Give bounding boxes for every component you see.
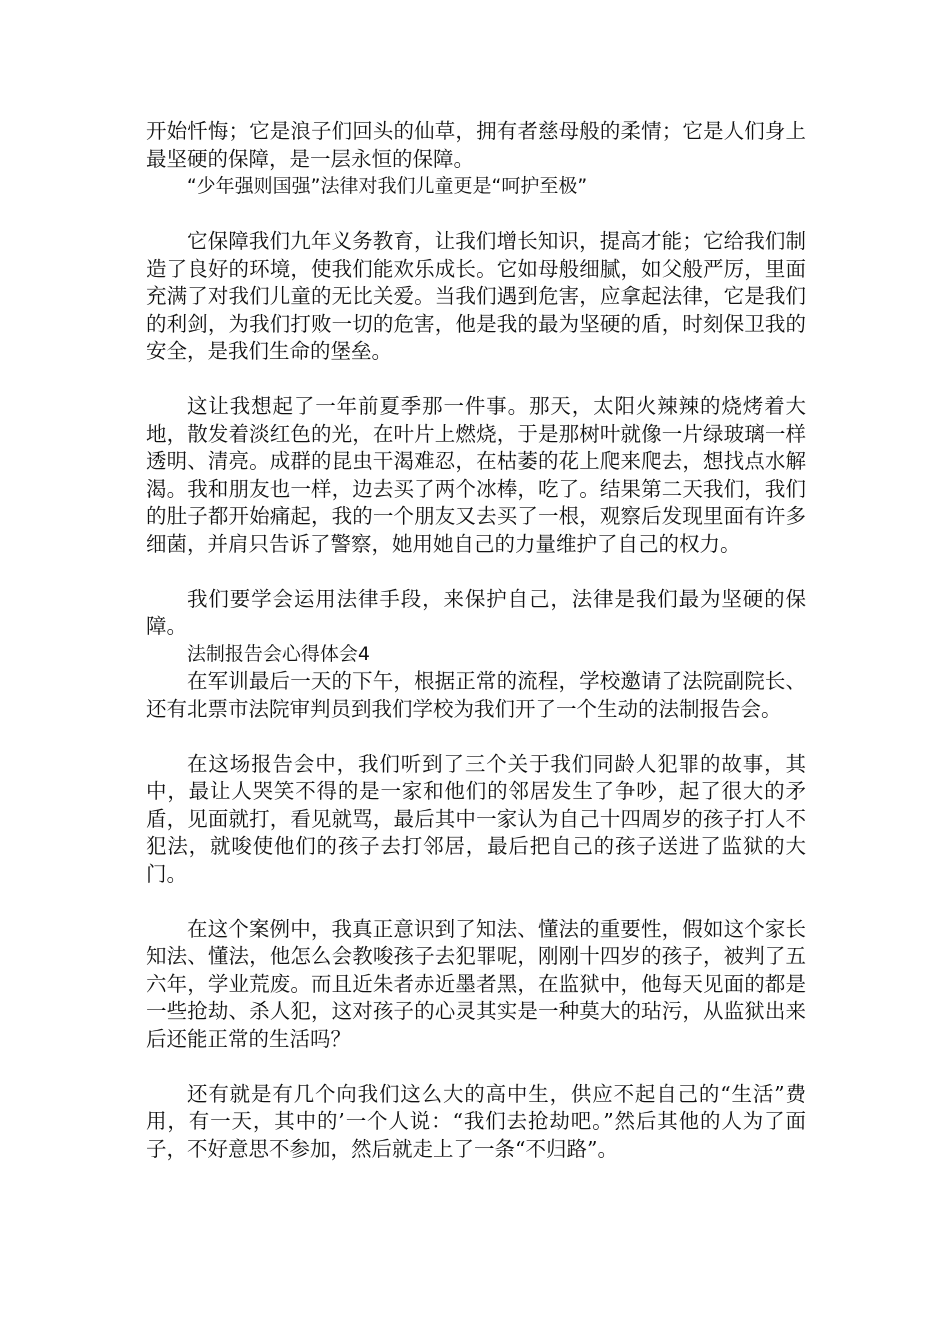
paragraph-law-protection: 它保障我们九年义务教育，让我们增长知识，提高才能；它给我们制造了良好的环境，使我们能欢乐成长。它如母般细腻，如父般严厉，里面充满了对我们儿童的无比关爱。当我们遇到危害，应拿起法律，它是我们的利剑，为我们打败一切的危害，他是我的最为坚硬的盾，时刻保卫我的安全，是我们生命的堡垒。 — [146, 229, 806, 363]
paragraph-robbery-story: 还有就是有几个向我们这么大的高中生，供应不起自己的“生活”费用，有一天，其中的’一个人说：“我们去抢劫吧。”然后其他的人为了面子，不好意思不参加，然后就走上了一条“不归路”。 — [146, 1081, 806, 1161]
paragraph-case-reflection: 在这个案例中，我真正意识到了知法、懂法的重要性，假如这个家长知法、懂法，他怎么会教唆孩子去犯罪呢，刚刚十四岁的孩子，被判了五六年，学业荒废。而且近朱者赤近墨者黑，在监狱中，他每天见面的都是一些抢劫、杀人犯，这对孩子的心灵其实是一种莫大的玷污，从监狱出来后还能正常的生活吗？ — [146, 916, 806, 1051]
paragraph-use-law: 我们要学会运用法律手段，来保护自己，法律是我们最为坚硬的保障。 — [146, 586, 806, 638]
paragraph-continuation: 开始忏悔；它是浪子们回头的仙草，拥有者慈母般的柔情；它是人们身上最坚硬的保障，是一层永恒的保障。 — [146, 119, 806, 171]
paragraph-report-stories: 在这场报告会中，我们听到了三个关于我们同龄人犯罪的故事，其中，最让人哭笑不得的是一家和他们的邻居发生了争吵，起了很大的矛盾，见面就打，看见就骂，最后其中一家认为自己十四周岁的孩子打人不犯法，就唆使他们的孩子去打邻居，最后把自己的孩子送进了监狱的大门。 — [146, 751, 806, 886]
section-heading: 法制报告会心得体会4 — [186, 642, 370, 665]
paragraph-summer-story: 这让我想起了一年前夏季那一件事。那天，太阳火辣辣的烧烤着大地，散发着淡红色的光，在叶片上燃烧，于是那树叶就像一片绿玻璃一样透明、清亮。成群的昆虫干渴难忍，在枯萎的花上爬来爬去，想找点水解渴。我和朋友也一样，边去买了两个冰棒，吃了。结果第二天我们，我们的肚子都开始痛起，我的一个朋友又去买了一根，观察后发现里面有许多细菌，并肩只告诉了警察，她用她自己的力量维护了自己的权力。 — [146, 394, 806, 556]
paragraph-quote: “少年强则国强”法律对我们儿童更是“呵护至极” — [186, 175, 588, 197]
document-page — [146, 118, 806, 1163]
paragraph-report-intro: 在军训最后一天的下午，根据正常的流程，学校邀请了法院副院长、还有北票市法院审判员到我们学校为我们开了一个生动的法制报告会。 — [146, 669, 806, 721]
